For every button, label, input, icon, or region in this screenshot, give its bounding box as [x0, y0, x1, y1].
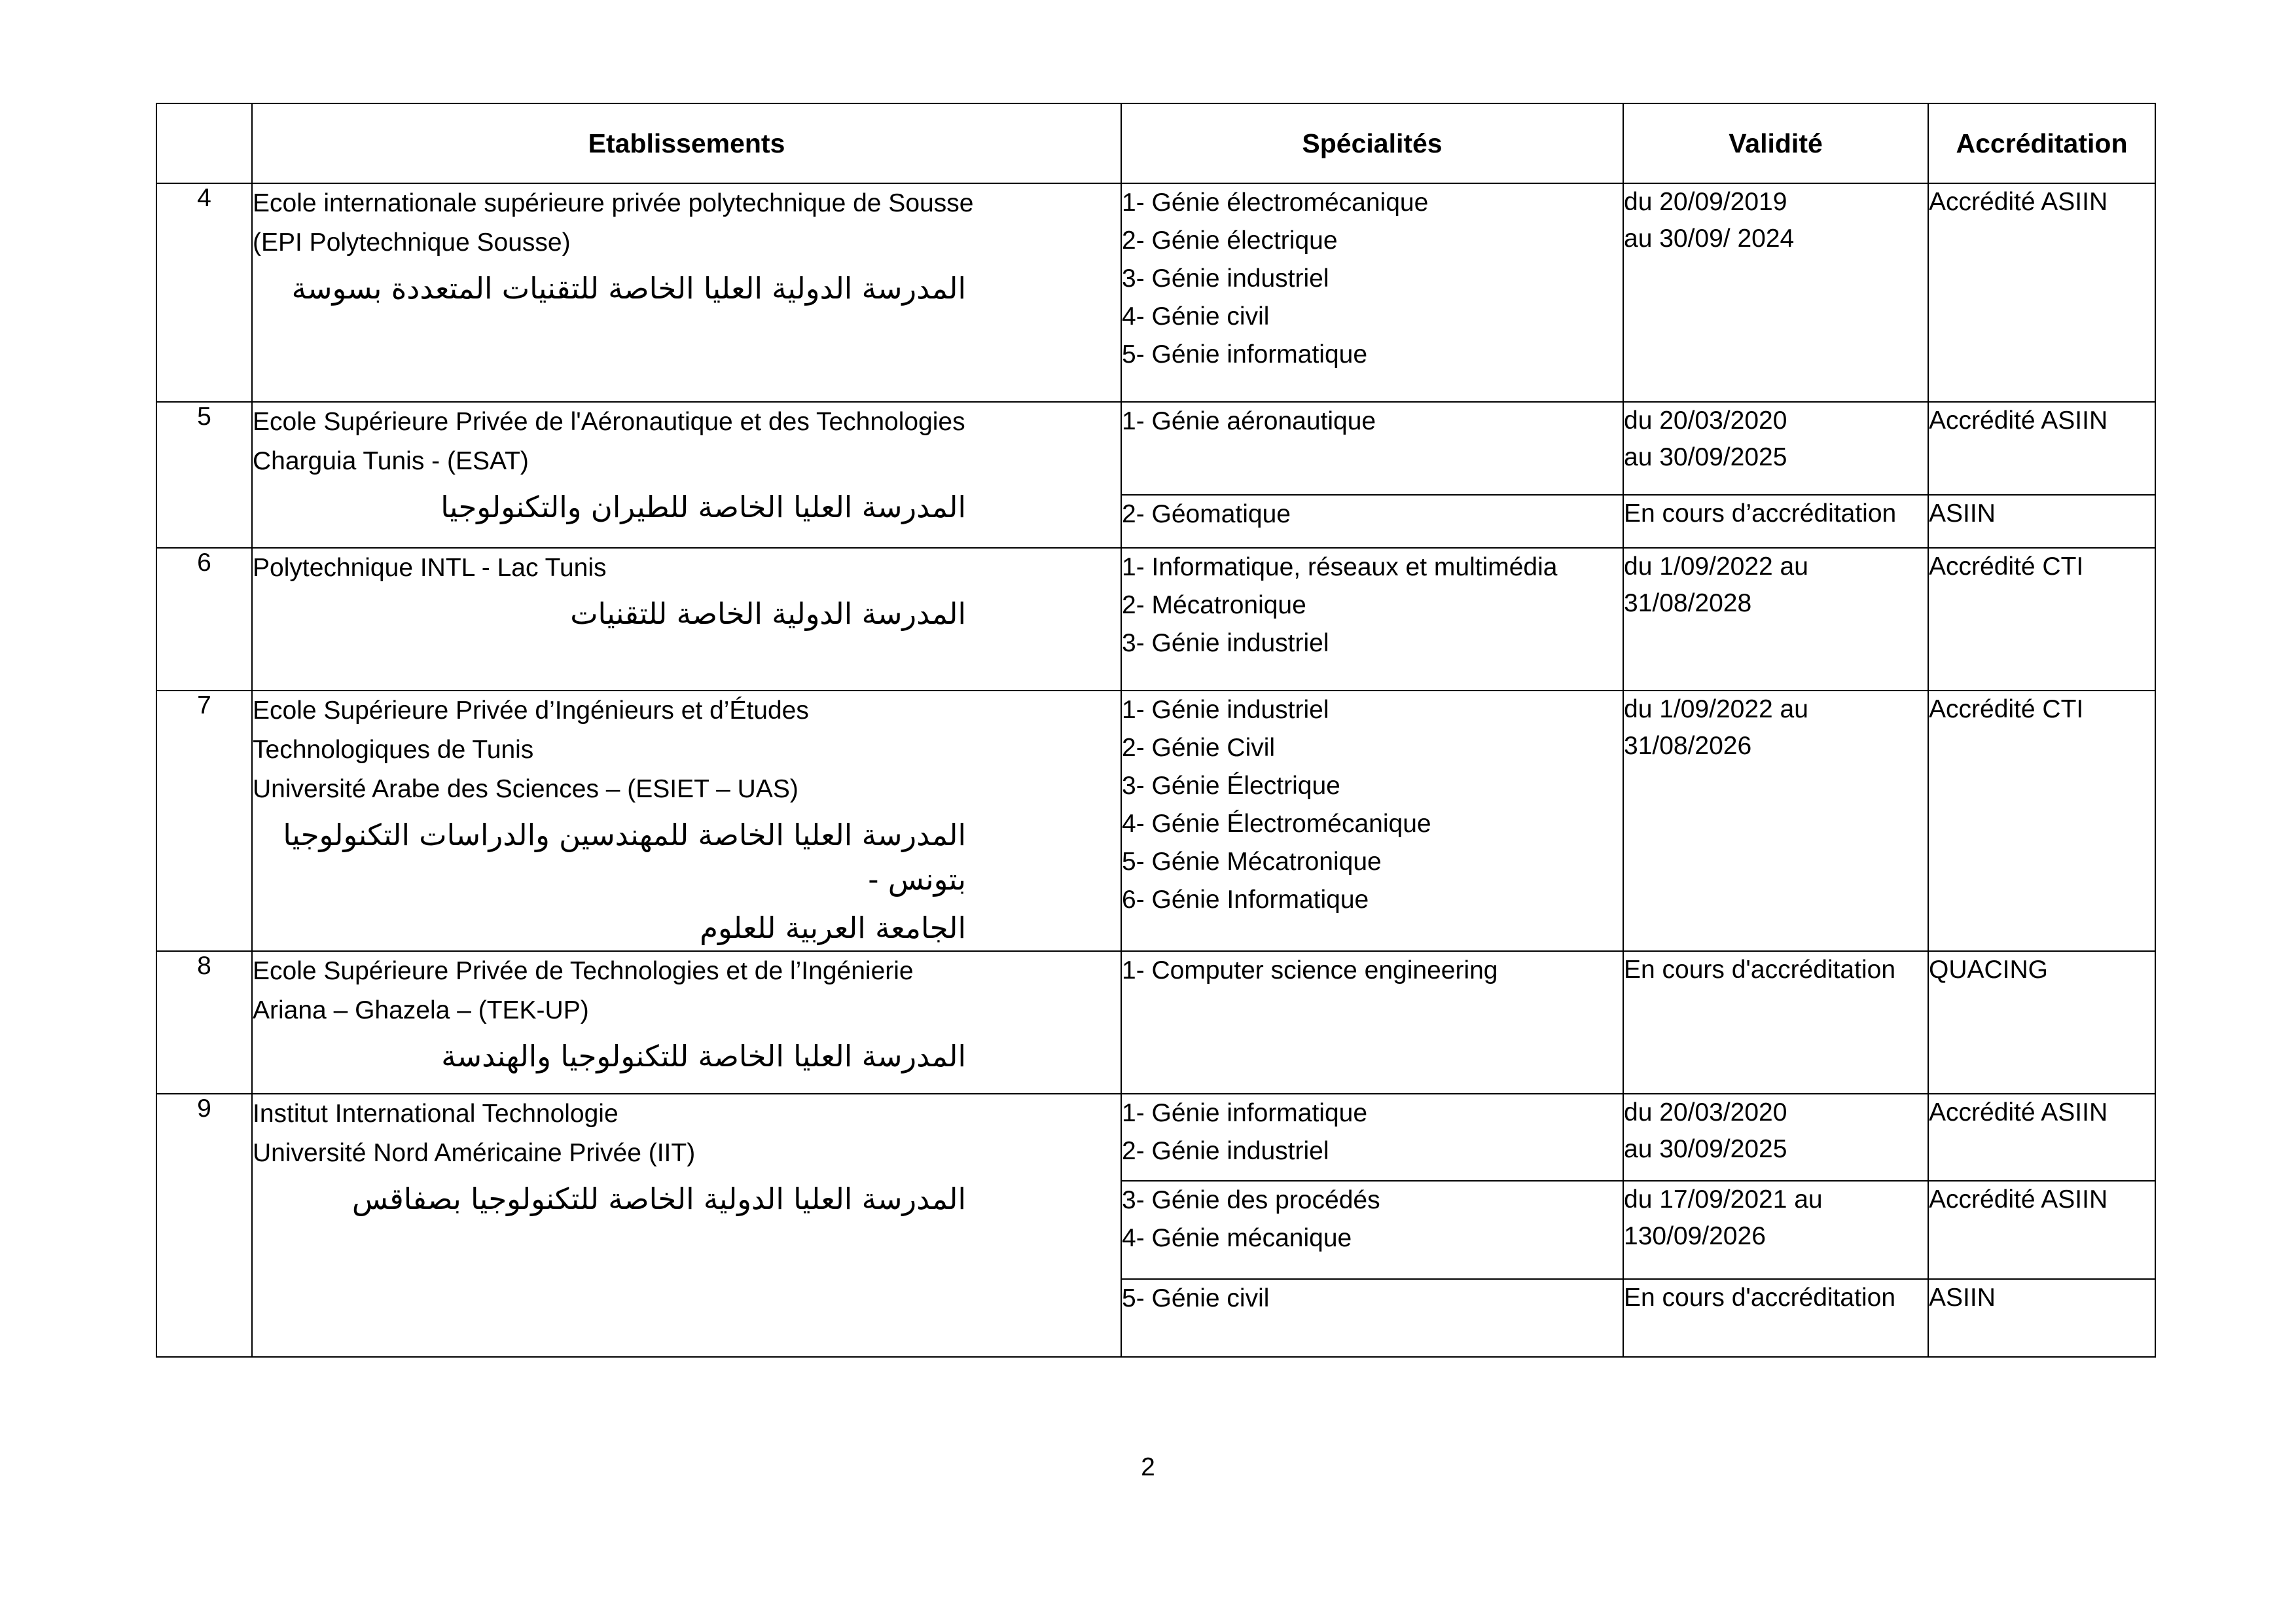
header-specialites: Spécialités: [1121, 103, 1623, 183]
validite-line: au 30/09/2025: [1624, 1135, 1787, 1163]
accreditation-cell: Accrédité CTI: [1928, 548, 2155, 691]
etablissement-cell: [252, 402, 1121, 548]
validite-line: 31/08/2026: [1624, 732, 1752, 760]
row-number: 9: [156, 1094, 252, 1357]
specialites-cell: [1121, 1181, 1623, 1279]
etablissement-name-ar: المدرسة العليا الدولية الخاصة للتكنولوجيا بصفاقس: [351, 1182, 966, 1216]
table-row: [156, 548, 2155, 691]
accreditation-cell: ASIIN: [1928, 1279, 2155, 1357]
row-number: 5: [156, 402, 252, 548]
specialite-item: 2- Génie industriel: [1122, 1137, 1329, 1165]
etablissement-name-ar: المدرسة العليا الخاصة للتكنولوجيا والهندسة: [441, 1039, 966, 1074]
header-etablissements: Etablissements: [252, 103, 1121, 183]
specialites-cell: [1121, 183, 1623, 402]
specialite-item: 5- Génie civil: [1122, 1284, 1270, 1312]
validite-cell: [1623, 495, 1928, 548]
specialites-cell: [1121, 402, 1623, 495]
validite-line: au 30/09/2025: [1624, 443, 1787, 471]
etablissement-name-fr: Ariana – Ghazela – (TEK-UP): [253, 996, 589, 1024]
validite-line: 130/09/2026: [1624, 1222, 1766, 1250]
validite-line: du 1/09/2022 au: [1624, 695, 1808, 723]
specialites-cell: [1121, 951, 1623, 1094]
etablissement-name-fr: (EPI Polytechnique Sousse): [253, 228, 571, 257]
validite-cell: [1623, 183, 1928, 402]
table-row: [156, 951, 2155, 1094]
validite-cell: [1623, 1094, 1928, 1181]
row-number: 6: [156, 548, 252, 691]
header-number: [156, 103, 252, 183]
specialite-item: 1- Informatique, réseaux et multimédia: [1122, 553, 1558, 581]
etablissement-name-ar: الجامعة العربية للعلوم: [700, 911, 966, 945]
specialite-item: 3- Génie industriel: [1122, 264, 1329, 293]
etablissement-name-fr: Université Nord Américaine Privée (IIT): [253, 1139, 696, 1167]
page-number: 2: [1141, 1453, 1155, 1481]
specialite-item: 2- Génie électrique: [1122, 226, 1338, 255]
validite-cell: [1623, 1279, 1928, 1357]
etablissement-name-ar: المدرسة العليا الخاصة للطيران والتكنولوجيا: [440, 490, 966, 524]
specialite-item: 4- Génie Électromécanique: [1122, 810, 1431, 838]
table-row: [156, 402, 2155, 495]
validite-line: du 17/09/2021 au: [1624, 1185, 1823, 1214]
accreditation-cell: Accrédité ASIIN: [1928, 1094, 2155, 1181]
validite-cell: [1623, 548, 1928, 691]
etablissement-cell: [252, 691, 1121, 951]
accreditation-table: [156, 103, 2156, 1358]
etablissement-name-fr: Ecole Supérieure Privée de Technologies et de l’Ingénierie: [253, 957, 914, 985]
table-row: [156, 691, 2155, 951]
validite-cell: [1623, 1181, 1928, 1279]
specialite-item: 1- Computer science engineering: [1122, 956, 1498, 984]
validite-cell: [1623, 402, 1928, 495]
specialite-item: 1- Génie aéronautique: [1122, 407, 1376, 435]
specialite-item: 1- Génie informatique: [1122, 1099, 1368, 1127]
etablissement-name-fr: Université Arabe des Sciences – (ESIET – UAS): [253, 775, 798, 803]
etablissement-name-fr: Charguia Tunis - (ESAT): [253, 447, 529, 475]
table-row: [156, 1094, 2155, 1181]
specialite-item: 6- Génie Informatique: [1122, 886, 1369, 914]
etablissement-cell: [252, 183, 1121, 402]
etablissement-name-ar: المدرسة العليا الخاصة للمهندسين والدراسات التكنولوجيا بتونس -: [283, 818, 966, 897]
validite-line: au 30/09/ 2024: [1624, 225, 1795, 253]
specialite-item: 2- Mécatronique: [1122, 591, 1306, 619]
specialite-item: 5- Génie informatique: [1122, 340, 1368, 369]
etablissement-name-fr: Technologiques de Tunis: [253, 736, 534, 764]
specialite-item: 3- Génie Électrique: [1122, 772, 1340, 800]
etablissement-cell: [252, 548, 1121, 691]
header-accreditation: Accréditation: [1928, 103, 2155, 183]
etablissement-name-fr: Polytechnique INTL - Lac Tunis: [253, 554, 607, 582]
specialite-item: 4- Génie civil: [1122, 302, 1270, 331]
etablissement-cell: [252, 1094, 1121, 1357]
specialite-item: 4- Génie mécanique: [1122, 1224, 1352, 1252]
table-row: [156, 183, 2155, 402]
row-number: 7: [156, 691, 252, 951]
etablissement-cell: [252, 951, 1121, 1094]
accreditation-cell: Accrédité CTI: [1928, 691, 2155, 951]
specialite-item: 3- Génie industriel: [1122, 629, 1329, 657]
etablissement-name-fr: Institut International Technologie: [253, 1100, 619, 1128]
validite-line: du 20/09/2019: [1624, 188, 1787, 216]
specialite-item: 2- Géomatique: [1122, 500, 1291, 528]
specialites-cell: [1121, 1279, 1623, 1357]
validite-line: En cours d’accréditation: [1624, 499, 1897, 528]
etablissement-name-fr: Ecole Supérieure Privée d’Ingénieurs et d’Études: [253, 696, 809, 725]
etablissement-name-fr: Ecole internationale supérieure privée polytechnique de Sousse: [253, 189, 974, 217]
etablissement-name-ar: المدرسة الدولية العليا الخاصة للتقنيات المتعددة بسوسة: [291, 271, 966, 306]
validite-cell: [1623, 951, 1928, 1094]
specialite-item: 3- Génie des procédés: [1122, 1186, 1380, 1214]
validite-line: 31/08/2028: [1624, 589, 1752, 617]
specialites-cell: [1121, 691, 1623, 951]
validite-line: du 1/09/2022 au: [1624, 552, 1808, 581]
accreditation-cell: ASIIN: [1928, 495, 2155, 548]
specialites-cell: [1121, 495, 1623, 548]
validite-line: du 20/03/2020: [1624, 1098, 1787, 1127]
etablissement-name-fr: Ecole Supérieure Privée de l'Aéronautique et des Technologies: [253, 408, 965, 436]
row-number: 4: [156, 183, 252, 402]
table-header-row: [156, 103, 2155, 183]
table-body: [156, 183, 2155, 1357]
accreditation-cell: Accrédité ASIIN: [1928, 402, 2155, 495]
validite-line: En cours d'accréditation: [1624, 1284, 1896, 1312]
validite-line: du 20/03/2020: [1624, 406, 1787, 435]
etablissement-name-ar: المدرسة الدولية الخاصة للتقنيات: [570, 596, 966, 631]
specialite-item: 2- Génie Civil: [1122, 734, 1276, 762]
specialites-cell: [1121, 548, 1623, 691]
specialites-cell: [1121, 1094, 1623, 1181]
specialite-item: 1- Génie électromécanique: [1122, 189, 1429, 217]
row-number: 8: [156, 951, 252, 1094]
header-validite: Validité: [1623, 103, 1928, 183]
accreditation-cell: Accrédité ASIIN: [1928, 183, 2155, 402]
accreditation-cell: QUACING: [1928, 951, 2155, 1094]
specialite-item: 5- Génie Mécatronique: [1122, 848, 1382, 876]
validite-cell: [1623, 691, 1928, 951]
specialite-item: 1- Génie industriel: [1122, 696, 1329, 724]
accreditation-cell: Accrédité ASIIN: [1928, 1181, 2155, 1279]
validite-line: En cours d'accréditation: [1624, 956, 1896, 984]
